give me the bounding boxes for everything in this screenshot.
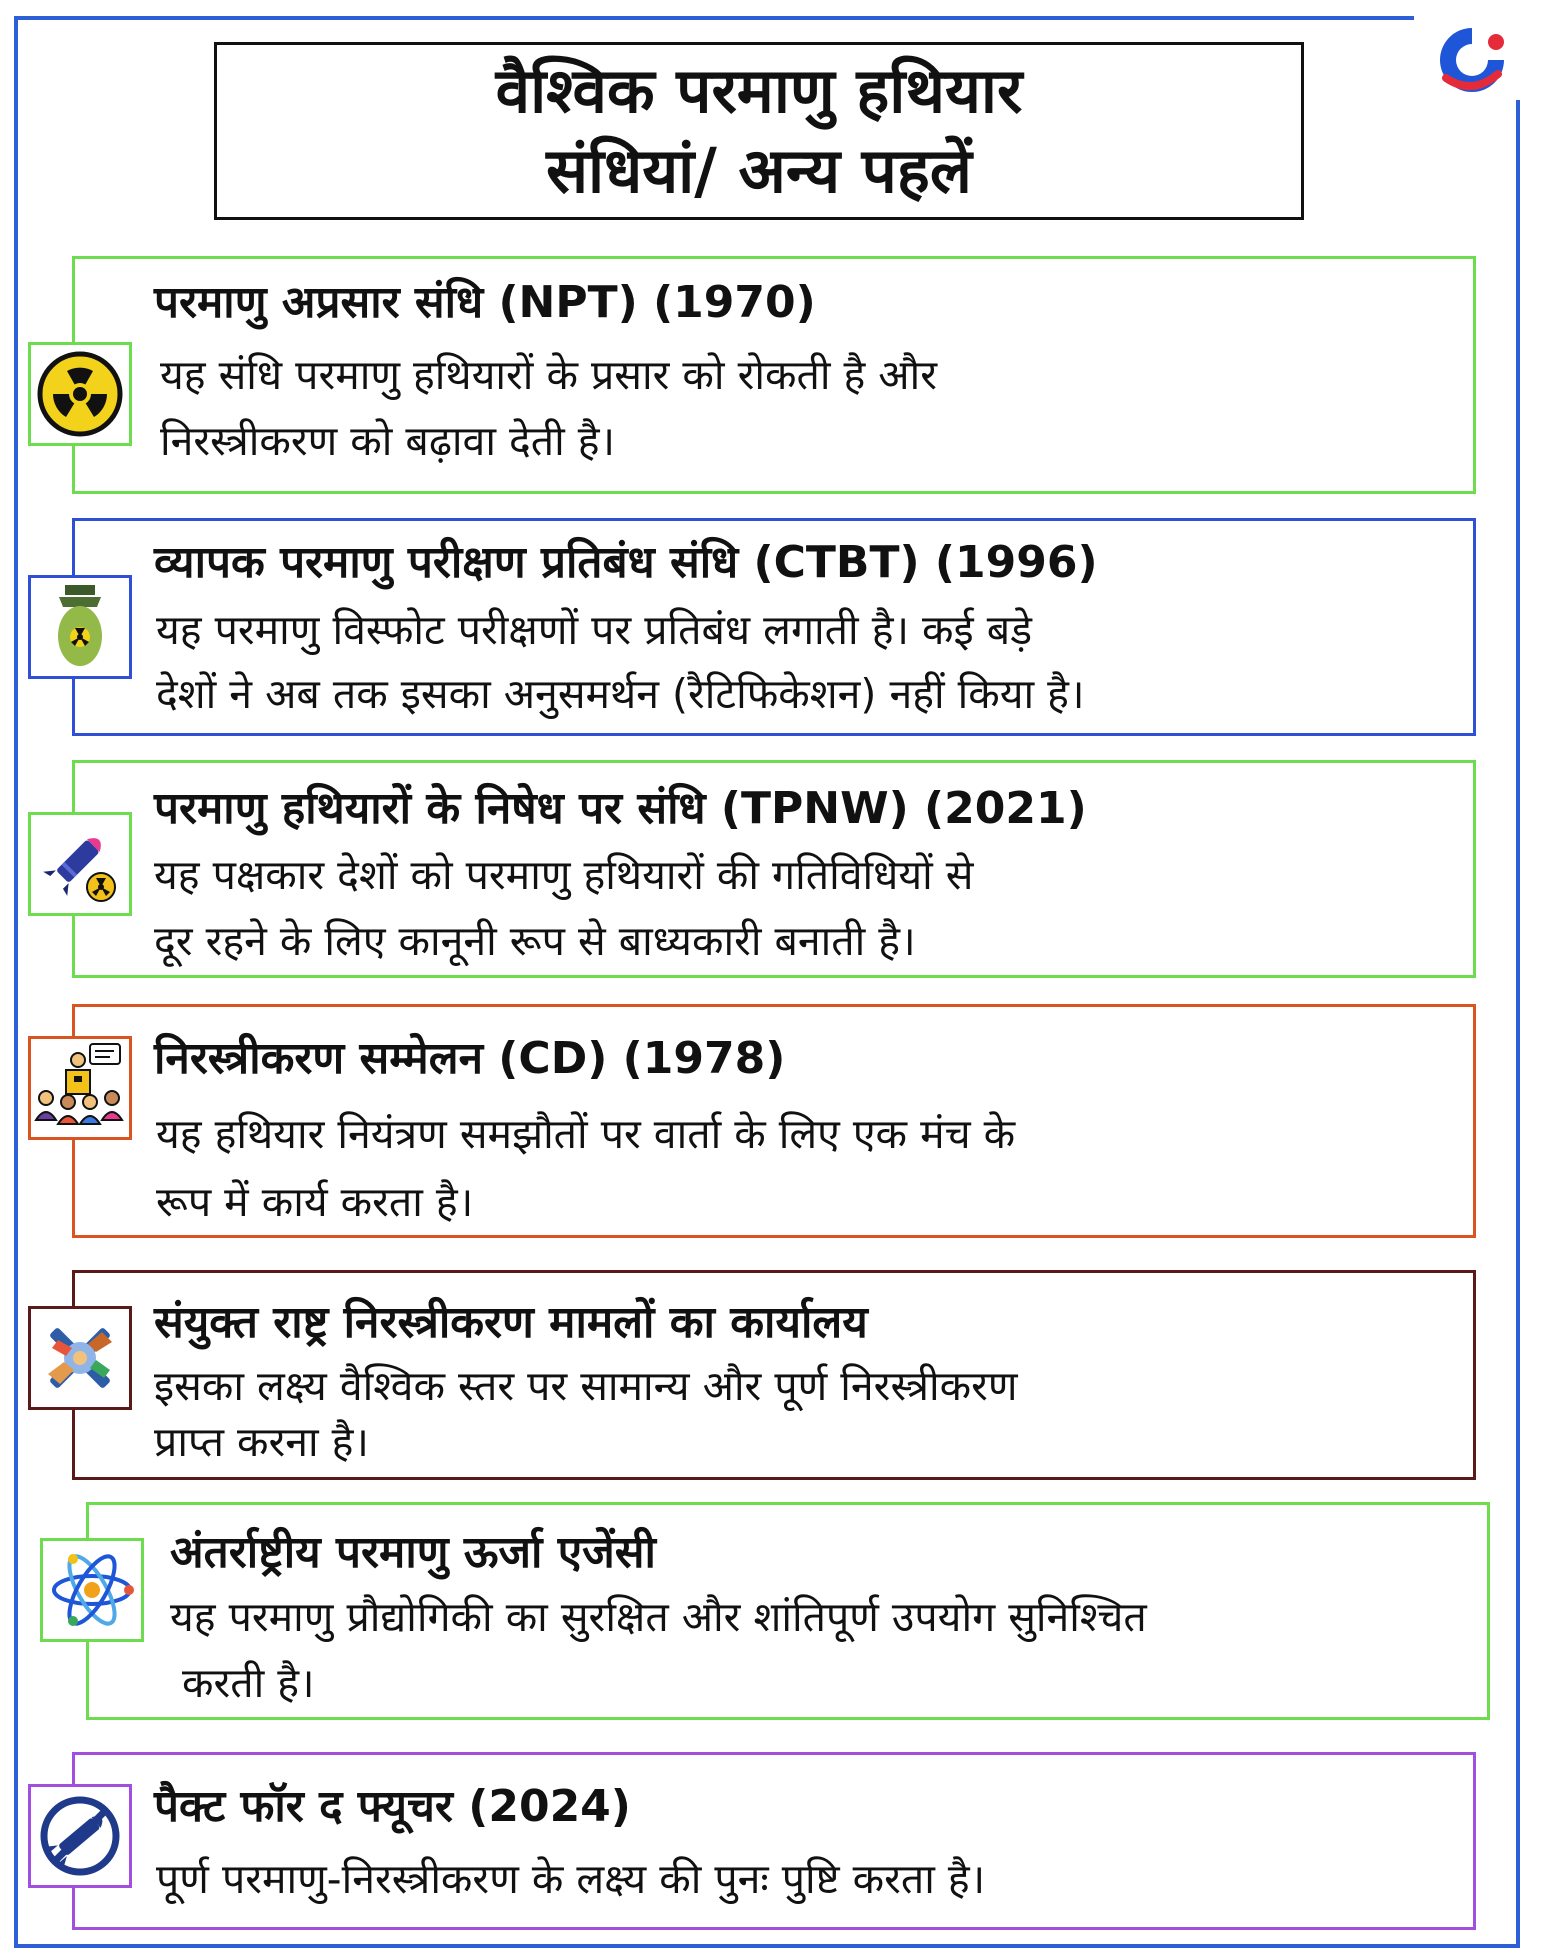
icon-box-ctbt xyxy=(28,575,132,679)
disarmament-hands-icon xyxy=(34,1312,126,1404)
frame-top-border xyxy=(14,16,1414,20)
card-desc-line: प्राप्त करना है। xyxy=(154,1418,369,1466)
page-title xyxy=(214,42,1304,220)
card-desc-ctbt xyxy=(156,598,1085,726)
icon-box-tpnw xyxy=(28,812,132,916)
card-title-pact: पैक्ट फॉर द फ्यूचर (2024) xyxy=(154,1781,631,1832)
frame-right-border xyxy=(1516,100,1520,1948)
title-line-1: वैश्विक परमाणु हथियार xyxy=(495,54,1023,127)
card-desc-npt xyxy=(160,342,937,474)
card-desc-line: देशों ने अब तक इसका अनुसमर्थन (रैटिफिकेशन) नहीं किया है। xyxy=(156,670,1085,718)
brand-logo xyxy=(1432,20,1512,100)
card-desc-line: यह पक्षकार देशों को परमाणु हथियारों की गतिविधियों से xyxy=(154,851,974,899)
card-desc-line: इसका लक्ष्य वैश्विक स्तर पर सामान्य और पूर्ण निरस्त्रीकरण xyxy=(154,1362,1018,1410)
card-title-unoda: संयुक्त राष्ट्र निरस्त्रीकरण मामलों का कार्यालय xyxy=(154,1297,868,1348)
card-desc-unoda xyxy=(154,1358,1018,1470)
atom-icon xyxy=(47,1545,137,1635)
card-title-ctbt: व्यापक परमाणु परीक्षण प्रतिबंध संधि (CTBT) (1996) xyxy=(154,537,1098,588)
conference-icon xyxy=(32,1040,128,1136)
nuclear-missile-icon xyxy=(35,819,125,909)
card-title-cd: निरस्त्रीकरण सम्मेलन (CD) (1978) xyxy=(154,1033,786,1084)
card-title-tpnw: परमाणु हथियारों के निषेध पर संधि (TPNW) (2021) xyxy=(154,783,1087,834)
card-desc-pact xyxy=(156,1846,985,1912)
card-desc-line: यह परमाणु प्रौद्योगिकी का सुरक्षित और शांतिपूर्ण उपयोग सुनिश्चित xyxy=(170,1593,1147,1641)
nuclear-bomb-icon xyxy=(45,581,115,673)
frame-left-border xyxy=(14,16,18,1948)
icon-box-pact xyxy=(28,1784,132,1888)
card-title-npt: परमाणु अप्रसार संधि (NPT) (1970) xyxy=(154,277,816,328)
card-desc-line: यह परमाणु विस्फोट परीक्षणों पर प्रतिबंध लगाती है। कई बड़े xyxy=(156,606,1033,654)
title-line-2: संधियां/ अन्य पहलें xyxy=(546,134,972,207)
card-title-iaea: अंतर्राष्ट्रीय परमाणु ऊर्जा एजेंसी xyxy=(170,1527,656,1578)
frame-bottom-border xyxy=(14,1944,1520,1948)
card-desc-line: निरस्त्रीकरण को बढ़ावा देती है। xyxy=(160,417,616,465)
card-desc-line: पूर्ण परमाणु-निरस्त्रीकरण के लक्ष्य की पुनः पुष्टि करता है। xyxy=(156,1855,986,1903)
card-desc-line: यह हथियार नियंत्रण समझौतों पर वार्ता के लिए एक मंच के xyxy=(156,1110,1016,1158)
card-desc-line: करती है। xyxy=(182,1659,315,1707)
card-desc-tpnw xyxy=(154,842,974,974)
card-desc-line: रूप में कार्य करता है। xyxy=(156,1178,474,1226)
icon-box-npt xyxy=(28,342,132,446)
card-desc-line: यह संधि परमाणु हथियारों के प्रसार को रोकती है और xyxy=(160,351,937,399)
icon-box-cd xyxy=(28,1036,132,1140)
icon-box-unoda xyxy=(28,1306,132,1410)
icon-box-iaea xyxy=(40,1538,144,1642)
radiation-icon xyxy=(35,349,125,439)
card-desc-iaea xyxy=(170,1584,1147,1716)
no-missile-icon xyxy=(35,1791,125,1881)
card-desc-line: दूर रहने के लिए कानूनी रूप से बाध्यकारी बनाती है। xyxy=(154,917,916,965)
card-desc-cd xyxy=(156,1100,1015,1236)
